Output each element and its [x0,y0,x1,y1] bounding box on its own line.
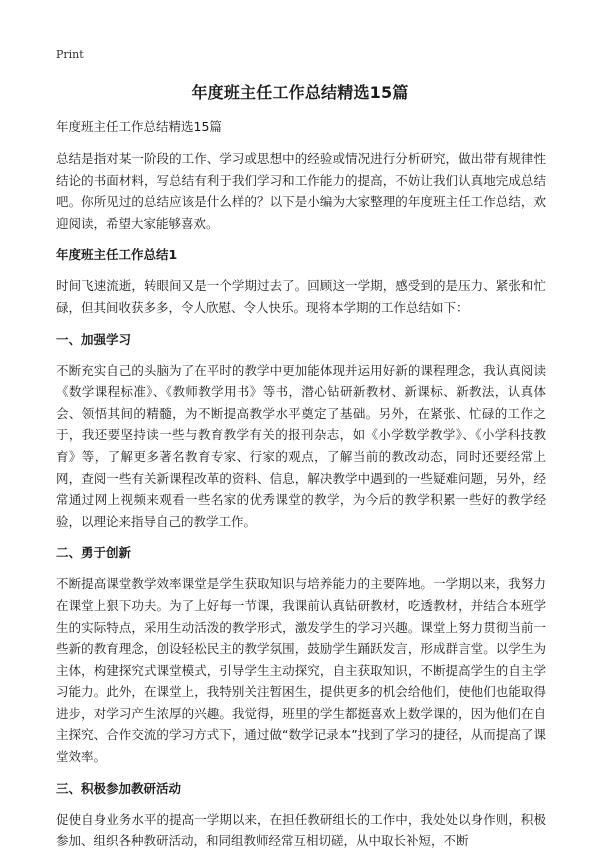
print-label: Print [56,48,84,61]
spacer [56,234,546,246]
spacer [56,264,546,275]
document-subtitle: 年度班主任工作总结精选15篇 [56,119,222,134]
part-heading-1: 一、加强学习 [56,331,132,347]
spacer [56,798,546,809]
part-paragraph-2: 不断提高课堂教学效率课堂是学生获取知识与培养能力的主要阵地。一学期以来，我努力在课堂上狠下功夫。为了上好每一节课，我课前认真钻研教材，吃透教材，并结合本班学生的实际特点，采用生动活泼的教学形式，激发学生的学习兴趣。课堂上努力贯彻当前一些新的教育理念，创设轻松民主的教学氛围，鼓励学生踊跃发言，形成群言堂。以学生为主体，构建探究式课堂模式，引导学生主动探究，自主获取知识，不断提高学生的自主学习能力。此外，在课堂上，我特别关注暂困生，提供更多的机会给他们，使他们也能取得进步，对学习产生浓厚的兴趣。我觉得，班里的学生都挺喜欢上数学课的，因为他们在自主探究、合作交流的学习方式下，通过做“数学记录本”找到了学习的捷径，从而提高了课堂效率。 [56,576,546,765]
opening-paragraph: 时间飞速流逝，转眼间又是一个学期过去了。回顾这一学期，感受到的是压力、紧张和忙碌，但其间收获多多，令人欣慰、令人快乐。现将本学期的工作总结如下： [56,278,546,315]
part-paragraph-3: 促使自身业务水平的提高一学期以来，在担任教研组长的工作中，我处处以身作则，积极参加、组织各种教研活动，和同组教师经常互相切磋，从中取长补短，不断 [56,811,546,849]
document-title: 年度班主任工作总结精选15篇 [191,83,409,102]
part-heading-3: 三、积极参加教研活动 [56,780,182,796]
spacer [56,768,546,780]
spacer [56,562,546,573]
part-paragraph-1: 不断充实自己的头脑为了在平时的教学中更加能体现并运用好新的课程理念，我认真阅读《数学课程标准》、《教师教学用书》等书，潜心钻研新教材、新课标、新教法，认真体会、领悟其间的精髓，为不断提高教学水平奠定了基础。另外，在紧张、忙碌的工作之于，我还要坚持读一些与教育教学有关的报刊杂志，如《小学数学教学》、《小学科技教育》等，了解更多著名教育专家、行家的观点，了解当前的教改动态，同时还要经常上网，查阅一些有关新课程改革的资料、信息，解决教学中遇到的一些疑难问题，另外，经常通过网上视频来观看一些名家的优秀课堂的教学，为今后的教学积累一些好的教学经验，以理论来指导自己的教学工作。 [56,362,546,529]
spacer [56,532,546,544]
intro-paragraph: 总结是指对某一阶段的工作、学习或思想中的经验或情况进行分析研究，做出带有规律性结论的书面材料，写总结有利于我们学习和工作能力的提高，不妨让我们认真地完成总结吧。你所见过的总结应该是什么样的？以下是小编为大家整理的年度班主任工作总结，欢迎阅读，希望大家能够喜欢。 [56,151,546,231]
part-heading-2: 二、勇于创新 [56,545,132,561]
spacer [56,319,546,331]
spacer [56,349,546,360]
document-body [56,118,546,852]
section-title: 年度班主任工作总结1 [56,247,178,263]
